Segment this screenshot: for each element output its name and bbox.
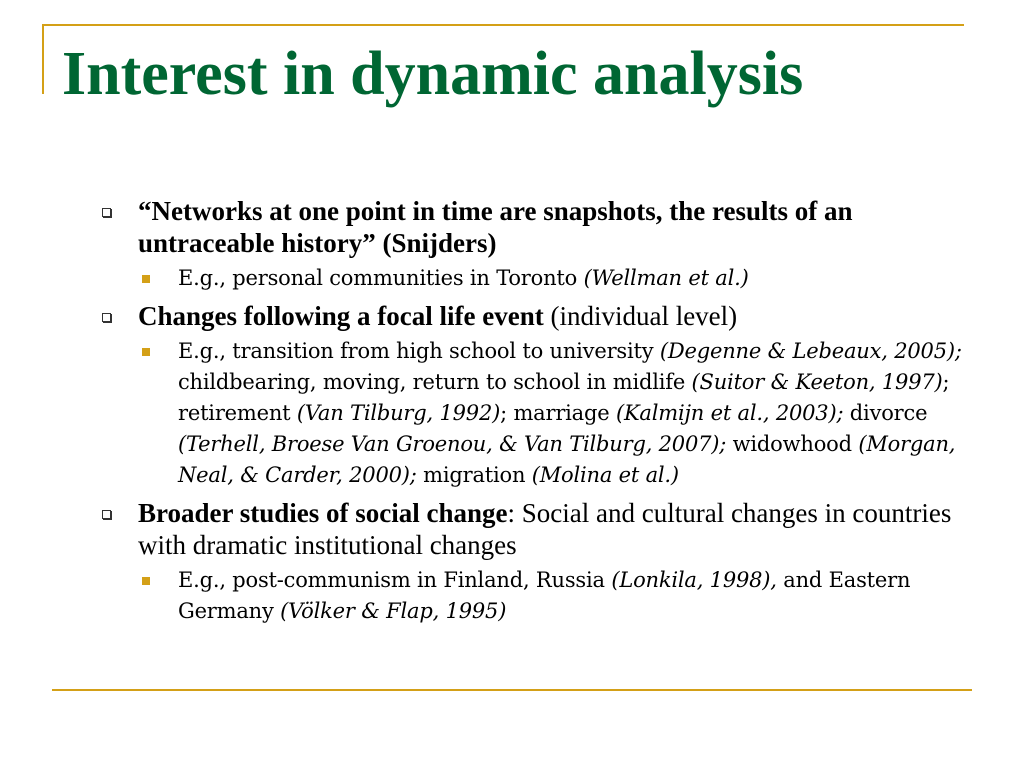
hollow-square-bullet-icon (102, 510, 111, 519)
sub-bullet-item (100, 336, 970, 491)
filled-square-bullet-icon (142, 275, 150, 283)
left-rule (42, 24, 44, 94)
text-segment: (Van Tilburg, 1992) (296, 401, 501, 425)
slide-body (100, 195, 970, 633)
text-segment: (Lonkila, 1998), (611, 568, 777, 592)
text-segment: (Wellman et al.) (583, 266, 749, 290)
bullet-item (100, 497, 970, 561)
text-segment: divorce (843, 401, 928, 425)
hollow-square-bullet-icon (102, 208, 111, 217)
text-segment: (Kalmijn et al., 2003); (615, 401, 844, 425)
text-segment: (Völker & Flap, 1995) (280, 599, 507, 623)
text-segment: (individual level) (543, 301, 738, 331)
text-segment: “Networks at one point in time are snapshots, the results of an untraceable history” (Snijders) (138, 196, 853, 258)
text-segment: and Eastern Germany (178, 568, 911, 623)
bottom-rule (52, 689, 972, 691)
filled-square-bullet-icon (142, 348, 150, 356)
text-segment: ; marriage (500, 401, 616, 425)
text-segment: (Degenne & Lebeaux, 2005); (659, 339, 962, 363)
text-segment: migration (416, 463, 532, 487)
text-segment: E.g., transition from high school to university (178, 339, 660, 363)
text-segment: (Molina et al.) (531, 463, 679, 487)
text-segment: E.g., personal communities in Toronto (178, 266, 584, 290)
text-segment: widowhood (726, 432, 859, 456)
text-segment: Broader studies of social change (138, 498, 508, 528)
sub-bullet-item (100, 263, 970, 294)
text-segment: (Terhell, Broese Van Groenou, & Van Tilburg, 2007); (178, 432, 727, 456)
text-segment: ; retirement (178, 370, 950, 425)
text-segment: E.g., post-communism in Finland, Russia (178, 568, 612, 592)
text-segment: Changes following a focal life event (138, 301, 544, 331)
text-segment: (Morgan, Neal, & Carder, 2000); (178, 432, 956, 487)
text-segment: childbearing, moving, return to school in midlife (178, 370, 692, 394)
text-segment: (Suitor & Keeton, 1997) (691, 370, 943, 394)
slide-title: Interest in dynamic analysis (62, 40, 804, 108)
top-rule (42, 24, 964, 26)
filled-square-bullet-icon (142, 577, 150, 585)
bullet-item (100, 300, 970, 332)
hollow-square-bullet-icon (102, 313, 111, 322)
text-segment: : Social and cultural changes in countries with dramatic institutional changes (138, 498, 952, 560)
bullet-item (100, 195, 970, 259)
sub-bullet-item (100, 565, 970, 627)
